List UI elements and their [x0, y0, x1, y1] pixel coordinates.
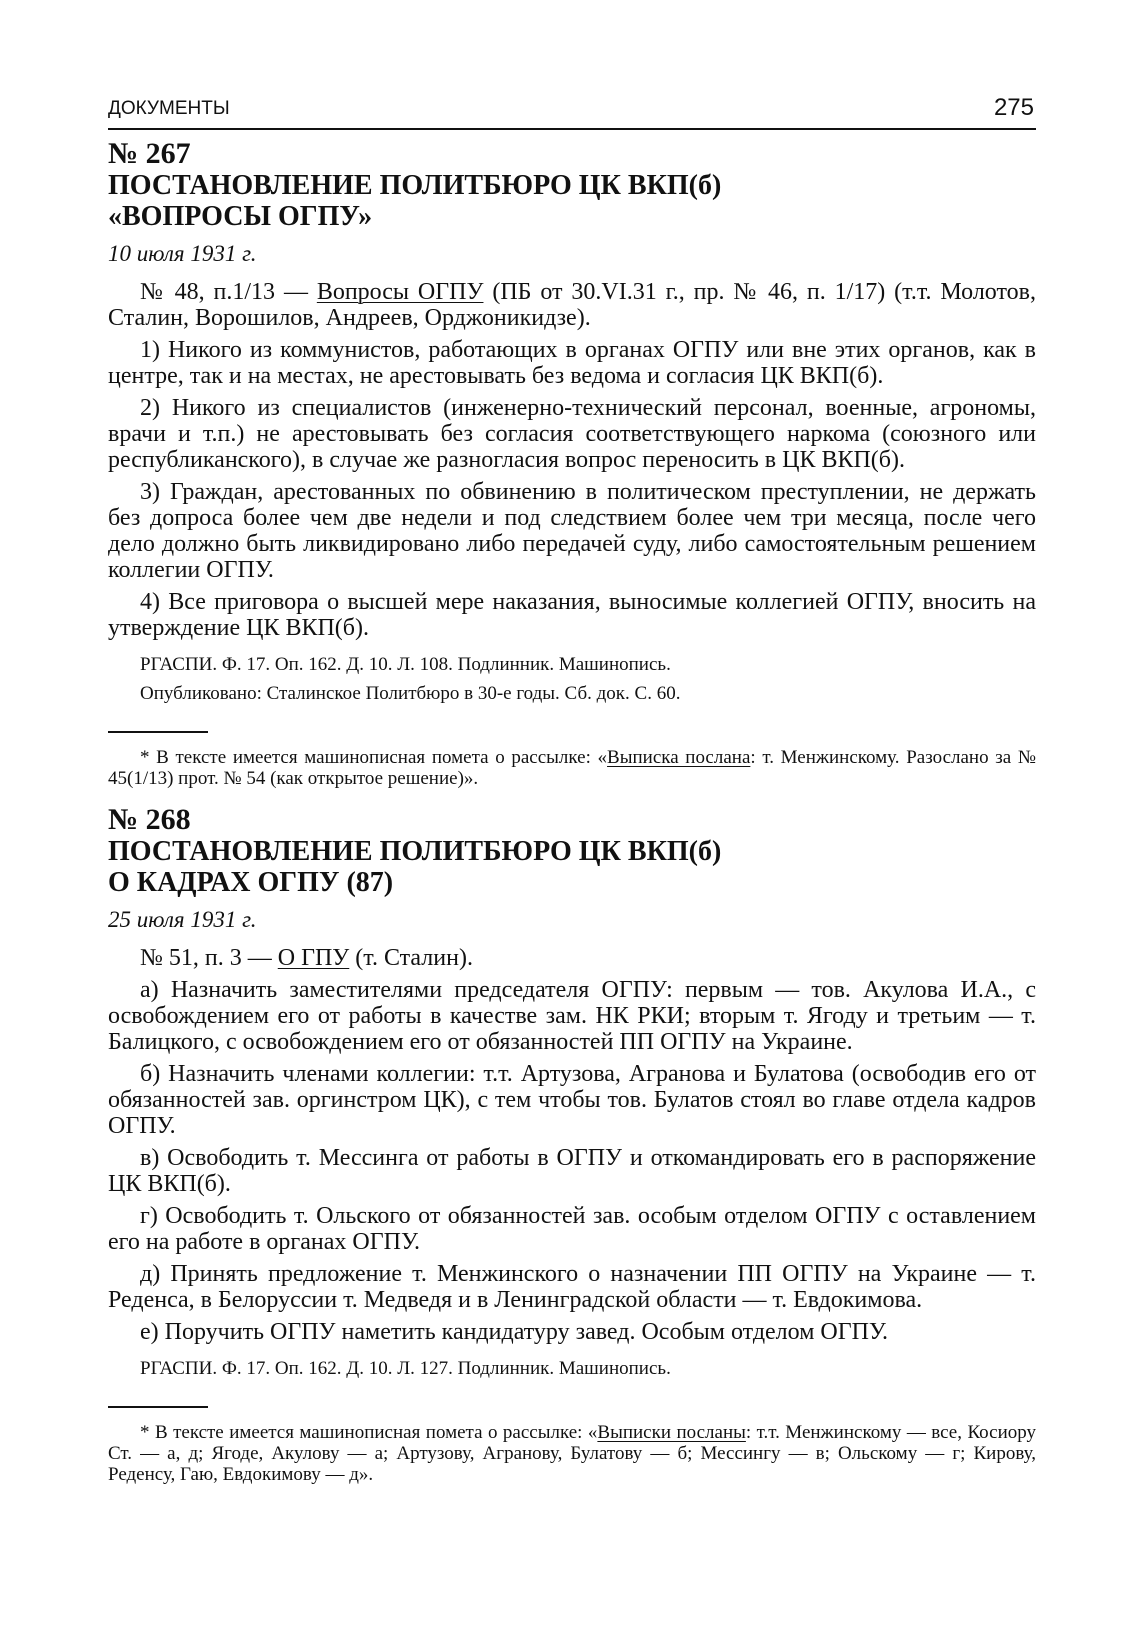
- doc-number: № 267: [108, 137, 191, 170]
- running-title: ДОКУМЕНТЫ: [108, 98, 230, 119]
- decision-paragraph: в) Освободить т. Мессинга от работы в ОГПУ и откомандировать его в распоряжение ЦК ВКП(б).: [108, 1145, 1036, 1197]
- footnote-rule: [108, 731, 208, 733]
- decision-paragraph: г) Освободить т. Ольского от обязанностей зав. особым отделом ОГПУ с оставлением его на работе в органах ОГПУ.: [108, 1203, 1036, 1255]
- doc-title-line2: О КАДРАХ ОГПУ (87): [108, 867, 394, 898]
- page-number: 275: [993, 94, 1034, 121]
- footnote-underlined: Выписка послана: [607, 747, 751, 768]
- protocol-prefix: № 51, п. 3 —: [140, 945, 278, 971]
- footnote-prefix: * В тексте имеется машинописная помета о рассылке: «: [140, 747, 608, 768]
- archive-source: РГАСПИ. Ф. 17. Оп. 162. Д. 10. Л. 127. Подлинник. Машинопись.: [140, 1358, 671, 1379]
- doc-title-line1: ПОСТАНОВЛЕНИЕ ПОЛИТБЮРО ЦК ВКП(б): [108, 836, 722, 867]
- decision-paragraph: 3) Граждан, арестованных по обвинению в политическом преступлении, не держать без допроса более чем две недели и под следствием более чем три месяца, после чего дело должно быть ликвидировано либо передачей суду, либо самостоятельным решением коллегии ОГПУ.: [108, 479, 1036, 583]
- footnote-rule: [108, 1406, 208, 1408]
- document-267: [108, 138, 1036, 789]
- decision-paragraph: а) Назначить заместителями председателя ОГПУ: первым — тов. Акулова И.А., с освобождением его от работы в качестве зам. НК РКИ; вторым т. Ягоду и третьим — т. Балицкого, с освобождением его от обязанностей ПП ОГПУ на Украине.: [108, 977, 1036, 1055]
- decision-paragraph: б) Назначить членами коллегии: т.т. Артузова, Агранова и Булатова (освободив его от обязанностей зав. оргинстром ЦК), с тем чтобы тов. Булатов стоял во главе отдела кадров ОГПУ.: [108, 1061, 1036, 1139]
- protocol-line: [108, 945, 1036, 971]
- running-header: [108, 92, 1036, 130]
- doc-title-line1: ПОСТАНОВЛЕНИЕ ПОЛИТБЮРО ЦК ВКП(б): [108, 170, 722, 201]
- publication-note: Опубликовано: Сталинское Политбюро в 30-е годы. Сб. док. С. 60.: [140, 683, 681, 704]
- footnote: [108, 1422, 1036, 1485]
- footnote-prefix: * В тексте имеется машинописная помета о рассылке: «: [140, 1422, 598, 1443]
- footnote-suffix: : т. Менжинскому. Разослано за № 45(1/13) прот. № 54 (как открытое решение)».: [108, 747, 1036, 789]
- protocol-suffix: (т. Сталин).: [349, 945, 473, 971]
- decision-paragraph: е) Поручить ОГПУ наметить кандидатуру завед. Особым отделом ОГПУ.: [140, 1319, 889, 1345]
- protocol-prefix: № 48, п.1/13 —: [140, 279, 317, 305]
- decision-paragraph: д) Принять предложение т. Менжинского о назначении ПП ОГПУ на Украине — т. Реденса, в Белоруссии т. Медведя и в Ленинградской области — т. Евдокимова.: [108, 1261, 1036, 1313]
- protocol-subject: Вопросы ОГПУ: [316, 279, 484, 305]
- doc-date: 10 июля 1931 г.: [108, 241, 257, 266]
- protocol-suffix: (ПБ от 30.VI.31 г., пр. № 46, п. 1/17) (т.т. Молотов, Сталин, Ворошилов, Андреев, Орджоникидзе).: [108, 279, 1036, 331]
- doc-number: № 268: [108, 803, 191, 836]
- archive-source: РГАСПИ. Ф. 17. Оп. 162. Д. 10. Л. 108. Подлинник. Машинопись.: [140, 654, 671, 675]
- doc-title-line2: «ВОПРОСЫ ОГПУ»: [108, 201, 373, 232]
- protocol-subject: О ГПУ: [277, 945, 350, 971]
- footnote: [108, 747, 1036, 789]
- decision-paragraph: 1) Никого из коммунистов, работающих в органах ОГПУ или вне этих органов, как в центре, так и на местах, не арестовывать без ведома и согласия ЦК ВКП(б).: [108, 337, 1036, 389]
- doc-date: 25 июля 1931 г.: [108, 907, 257, 932]
- protocol-line: [108, 279, 1036, 331]
- footnote-underlined: Выписки посланы: [597, 1422, 746, 1443]
- footnote-suffix: : т.т. Менжинскому — все, Косиору Ст. — а, д; Ягоде, Акулову — а; Артузову, Агранову, Булатову — б; Мессингу — в; Ольскому — г; Кирову, Реденсу, Гаю, Евдокимову — д».: [108, 1422, 1036, 1485]
- document-268: [108, 804, 1036, 1485]
- decision-paragraph: 2) Никого из специалистов (инженерно-технический персонал, военные, агрономы, врачи и т.п.) не арестовывать без согласия соответствующего наркома (союзного или республиканского), в случае же разногласия вопрос переносить в ЦК ВКП(б).: [108, 395, 1036, 473]
- decision-paragraph: 4) Все приговора о высшей мере наказания, выносимые коллегией ОГПУ, вносить на утверждение ЦК ВКП(б).: [108, 589, 1036, 641]
